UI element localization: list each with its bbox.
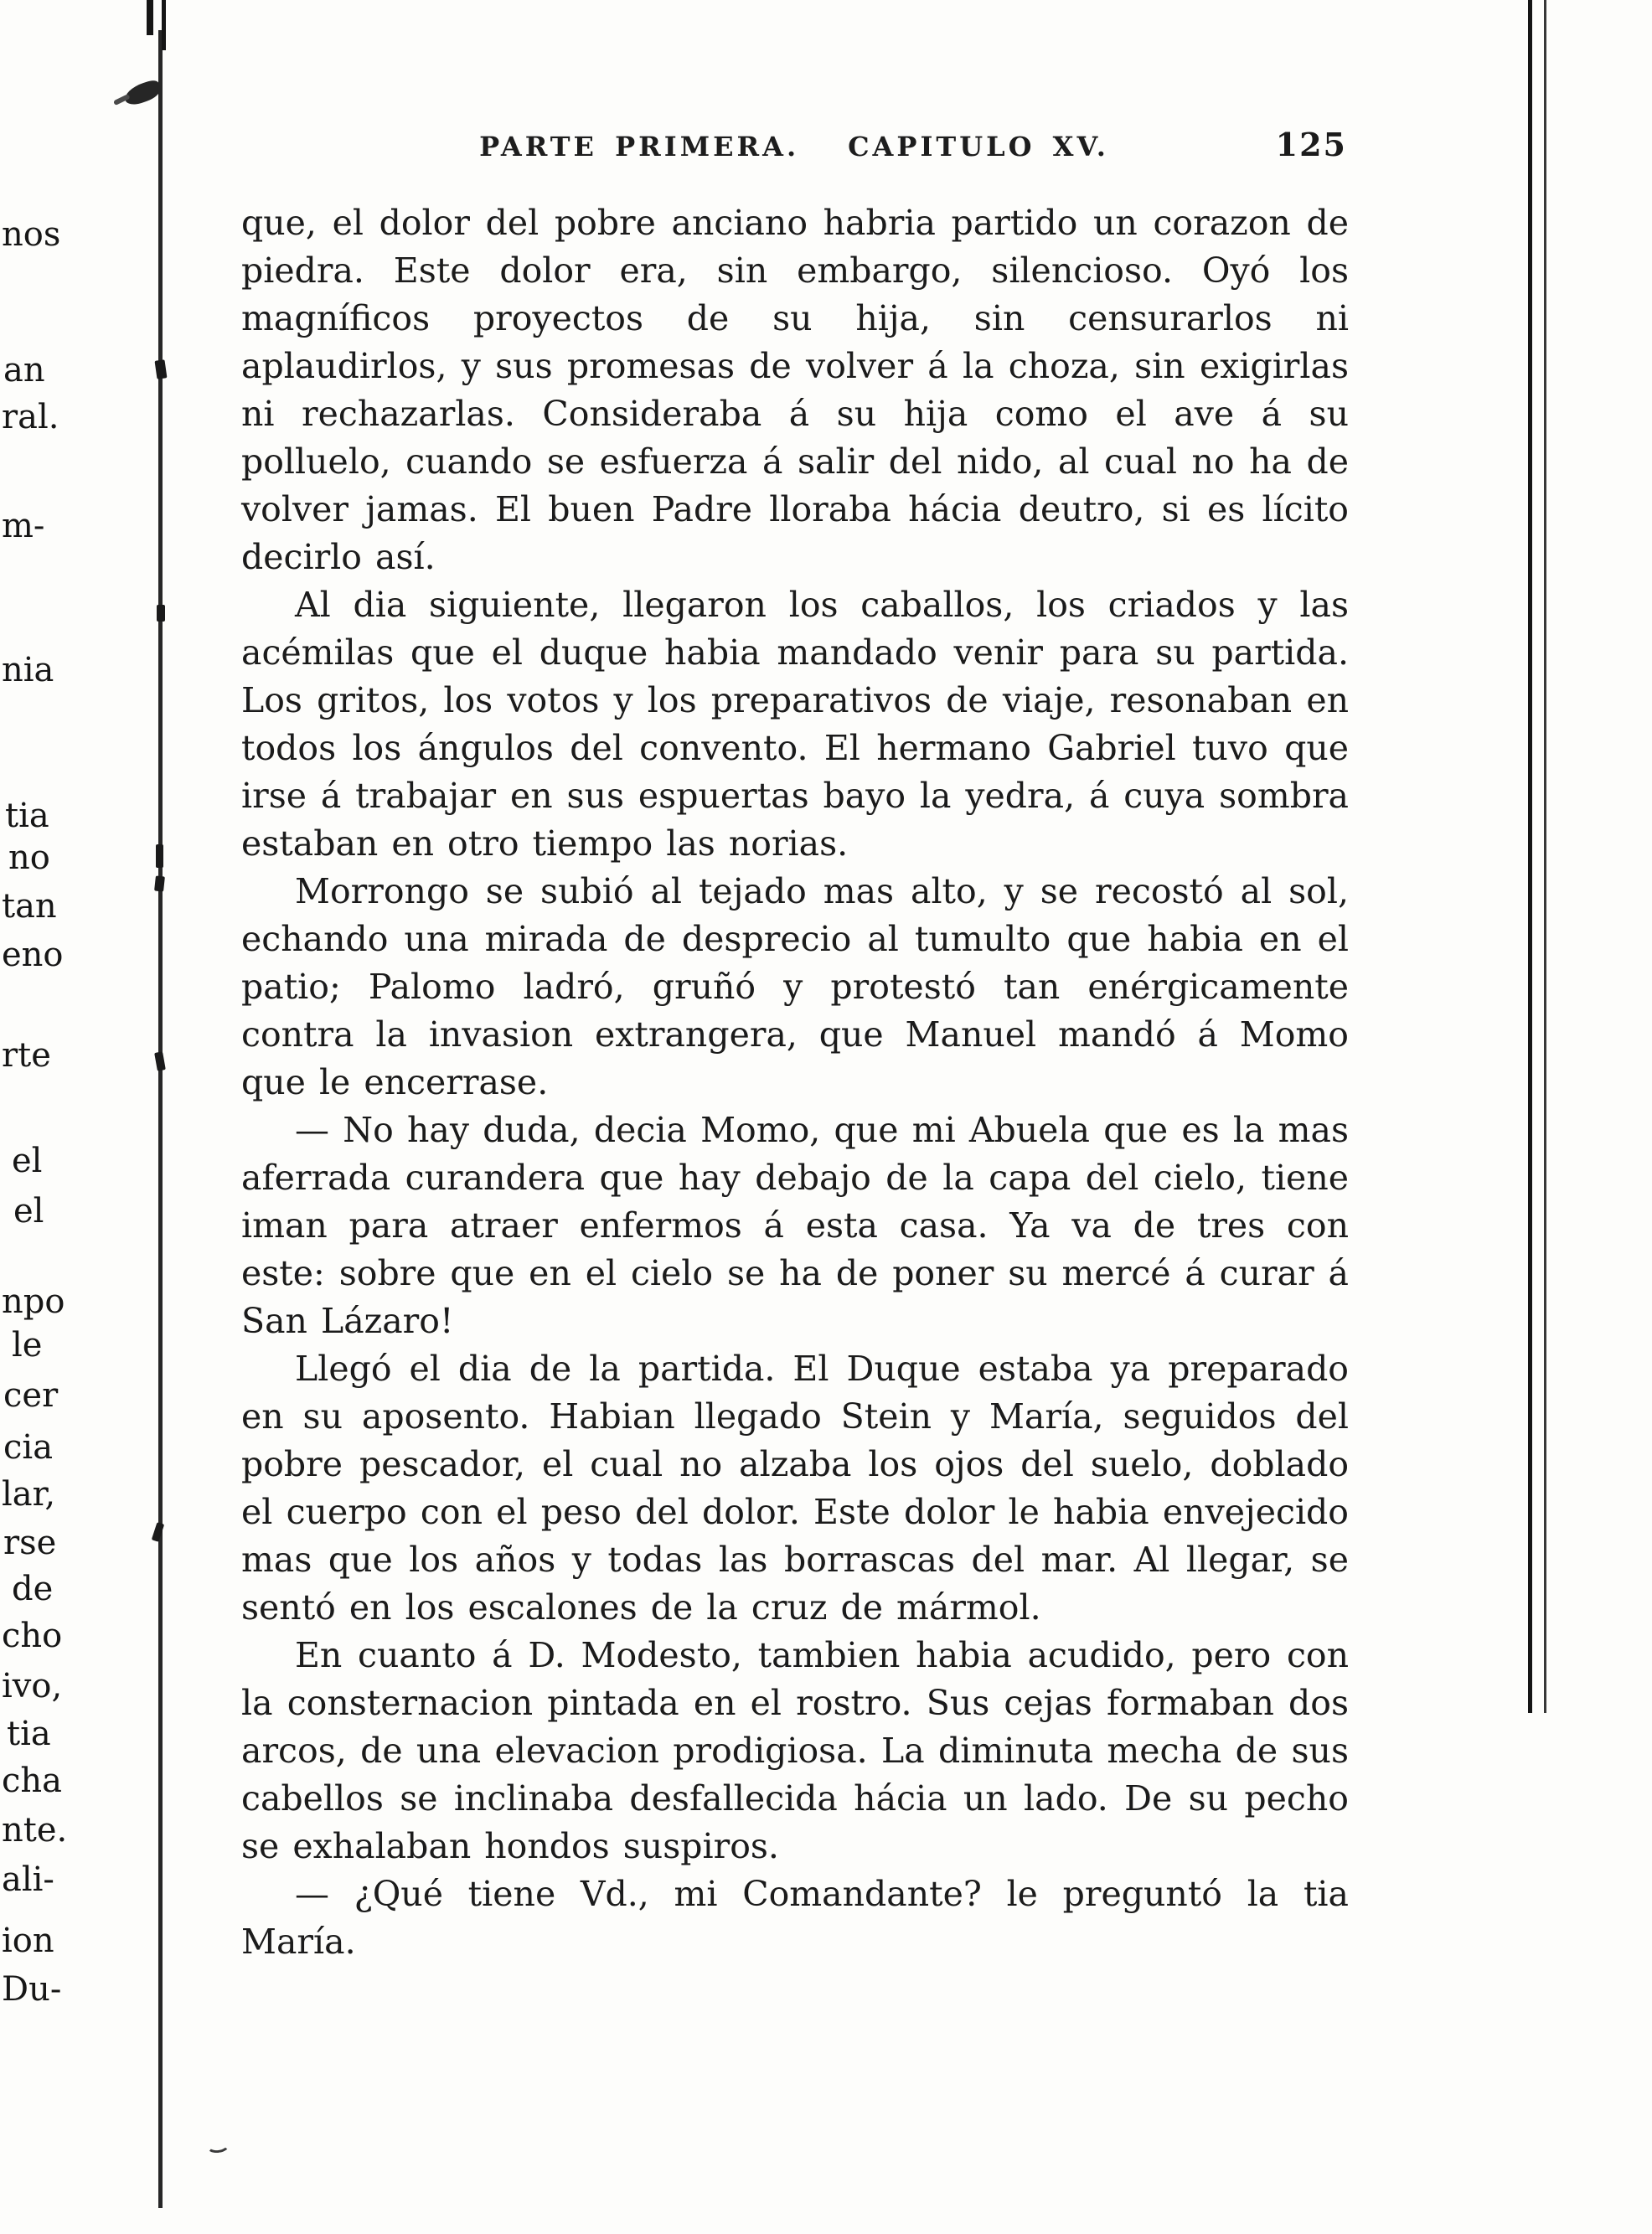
- margin-fragment: ali-: [2, 1860, 54, 1899]
- running-header-chapter: CAPITULO XV.: [848, 131, 1109, 163]
- margin-fragment: no: [8, 838, 50, 877]
- margin-fragment: nia: [2, 651, 54, 689]
- margin-fragment: el: [13, 1192, 44, 1231]
- margin-fragment: de: [12, 1570, 54, 1608]
- margin-fragment: an: [3, 351, 45, 390]
- binding-tick: [147, 0, 153, 35]
- page-number: 125: [1275, 126, 1347, 163]
- ink-spot: [154, 875, 165, 891]
- margin-fragment: eno: [2, 936, 64, 974]
- margin-fragment: ivo,: [2, 1667, 63, 1705]
- ink-spot: [157, 605, 165, 622]
- paragraph: En cuanto á D. Modesto, tambien habia acudido, pero con la consternacion pintada en el rostro. Sus cejas formaban dos arcos, de una elevacion prodigiosa. La diminuta mecha de sus cabellos se inclinaba desfallecida hácia un lado. De su pecho se exhalaban hondos suspiros.: [241, 1635, 1349, 1866]
- margin-fragment: tan: [2, 887, 57, 926]
- margin-fragment: le: [12, 1326, 43, 1365]
- paragraph: — ¿Qué tiene Vd., mi Comandante? le preguntó la tia María.: [241, 1874, 1349, 1962]
- paragraph: Llegó el dia de la partida. El Duque estaba ya preparado en su aposento. Habian llegado Stein y María, seguidos del pobre pescador, el cual no alzaba los ojos del suelo, doblado el cuerpo con el peso del dolor. Este dolor le habia envejecido mas que los años y todas las borrascas del mar. Al llegar, se sentó en los escalones de la cruz de mármol.: [241, 1349, 1349, 1628]
- binding-tick: [162, 0, 166, 50]
- margin-fragment: tia: [7, 1715, 51, 1753]
- margin-fragment: cer: [3, 1376, 59, 1415]
- ink-spot: [154, 1051, 166, 1071]
- paragraph: que, el dolor del pobre anciano habria partido un corazon de piedra. Este dolor era, sin embargo, silencioso. Oyó los magníficos proyectos de su hija, sin censurarlos ni aplaudirlos, y sus promesas de volver á la choza, sin exigirlas ni rechazarlas. Consideraba á su hija como el ave á su polluelo, cuando se esfuerza á salir del nido, al cual no ha de volver jamas. El buen Padre lloraba hácia deutro, si es lícito decirlo así.: [241, 203, 1349, 577]
- margin-fragment: nos: [2, 215, 61, 254]
- ink-smudge: [122, 79, 163, 108]
- paragraph: — No hay duda, decia Momo, que mi Abuela que es la mas aferrada curandera que hay debajo de la capa del cielo, tiene iman para atraer enfermos á esta casa. Ya va de tres con este: sobre que en el cielo se ha de poner su mercé á curar á San Lázaro!: [241, 1110, 1349, 1341]
- paragraph: Morrongo se subió al tejado mas alto, y se recostó al sol, echando una mirada de desprecio al tumulto que habia en el patio; Palomo ladró, gruñó y protestó tan enérgicamente contra la invasion extrangera, que Manuel mandó á Momo que le encerrase.: [241, 871, 1349, 1102]
- margin-fragment: tia: [5, 797, 49, 835]
- margin-fragment: nte.: [2, 1811, 68, 1850]
- margin-fragment: npo: [2, 1282, 65, 1321]
- margin-fragment: cho: [2, 1617, 63, 1655]
- page-edge-line: [1528, 0, 1532, 1713]
- margin-fragment: ion: [2, 1922, 54, 1960]
- ink-spot: [156, 844, 163, 868]
- margin-fragment: ral.: [2, 398, 59, 436]
- margin-fragment: rte: [2, 1036, 51, 1075]
- running-header-section: PARTE PRIMERA.: [479, 131, 800, 163]
- binding-line-left: [158, 30, 163, 2208]
- paragraph: Al dia siguiente, llegaron los caballos, los criados y las acémilas que el duque habia mandado venir para su partida. Los gritos, los votos y los preparativos de viaje, resonaban en todos los ángulos del convento. El hermano Gabriel tuvo que irse á trabajar en sus espuertas bayo la yedra, á cuya sombra estaban en otro tiempo las norias.: [241, 585, 1349, 864]
- margin-fragment: cha: [2, 1762, 63, 1800]
- margin-fragment: lar,: [2, 1475, 56, 1514]
- margin-fragment: Du-: [2, 1970, 62, 2009]
- running-header: [479, 131, 1109, 163]
- margin-fragment: cia: [3, 1428, 54, 1467]
- page-header: [241, 126, 1347, 163]
- ink-spot: [155, 359, 168, 379]
- body-text: [241, 199, 1349, 1966]
- margin-fragment: m-: [2, 507, 45, 545]
- pencil-mark: [205, 2137, 230, 2154]
- margin-fragment: el: [12, 1142, 43, 1180]
- page-edge-line: [1544, 0, 1546, 1713]
- margin-fragment: rse: [3, 1524, 57, 1562]
